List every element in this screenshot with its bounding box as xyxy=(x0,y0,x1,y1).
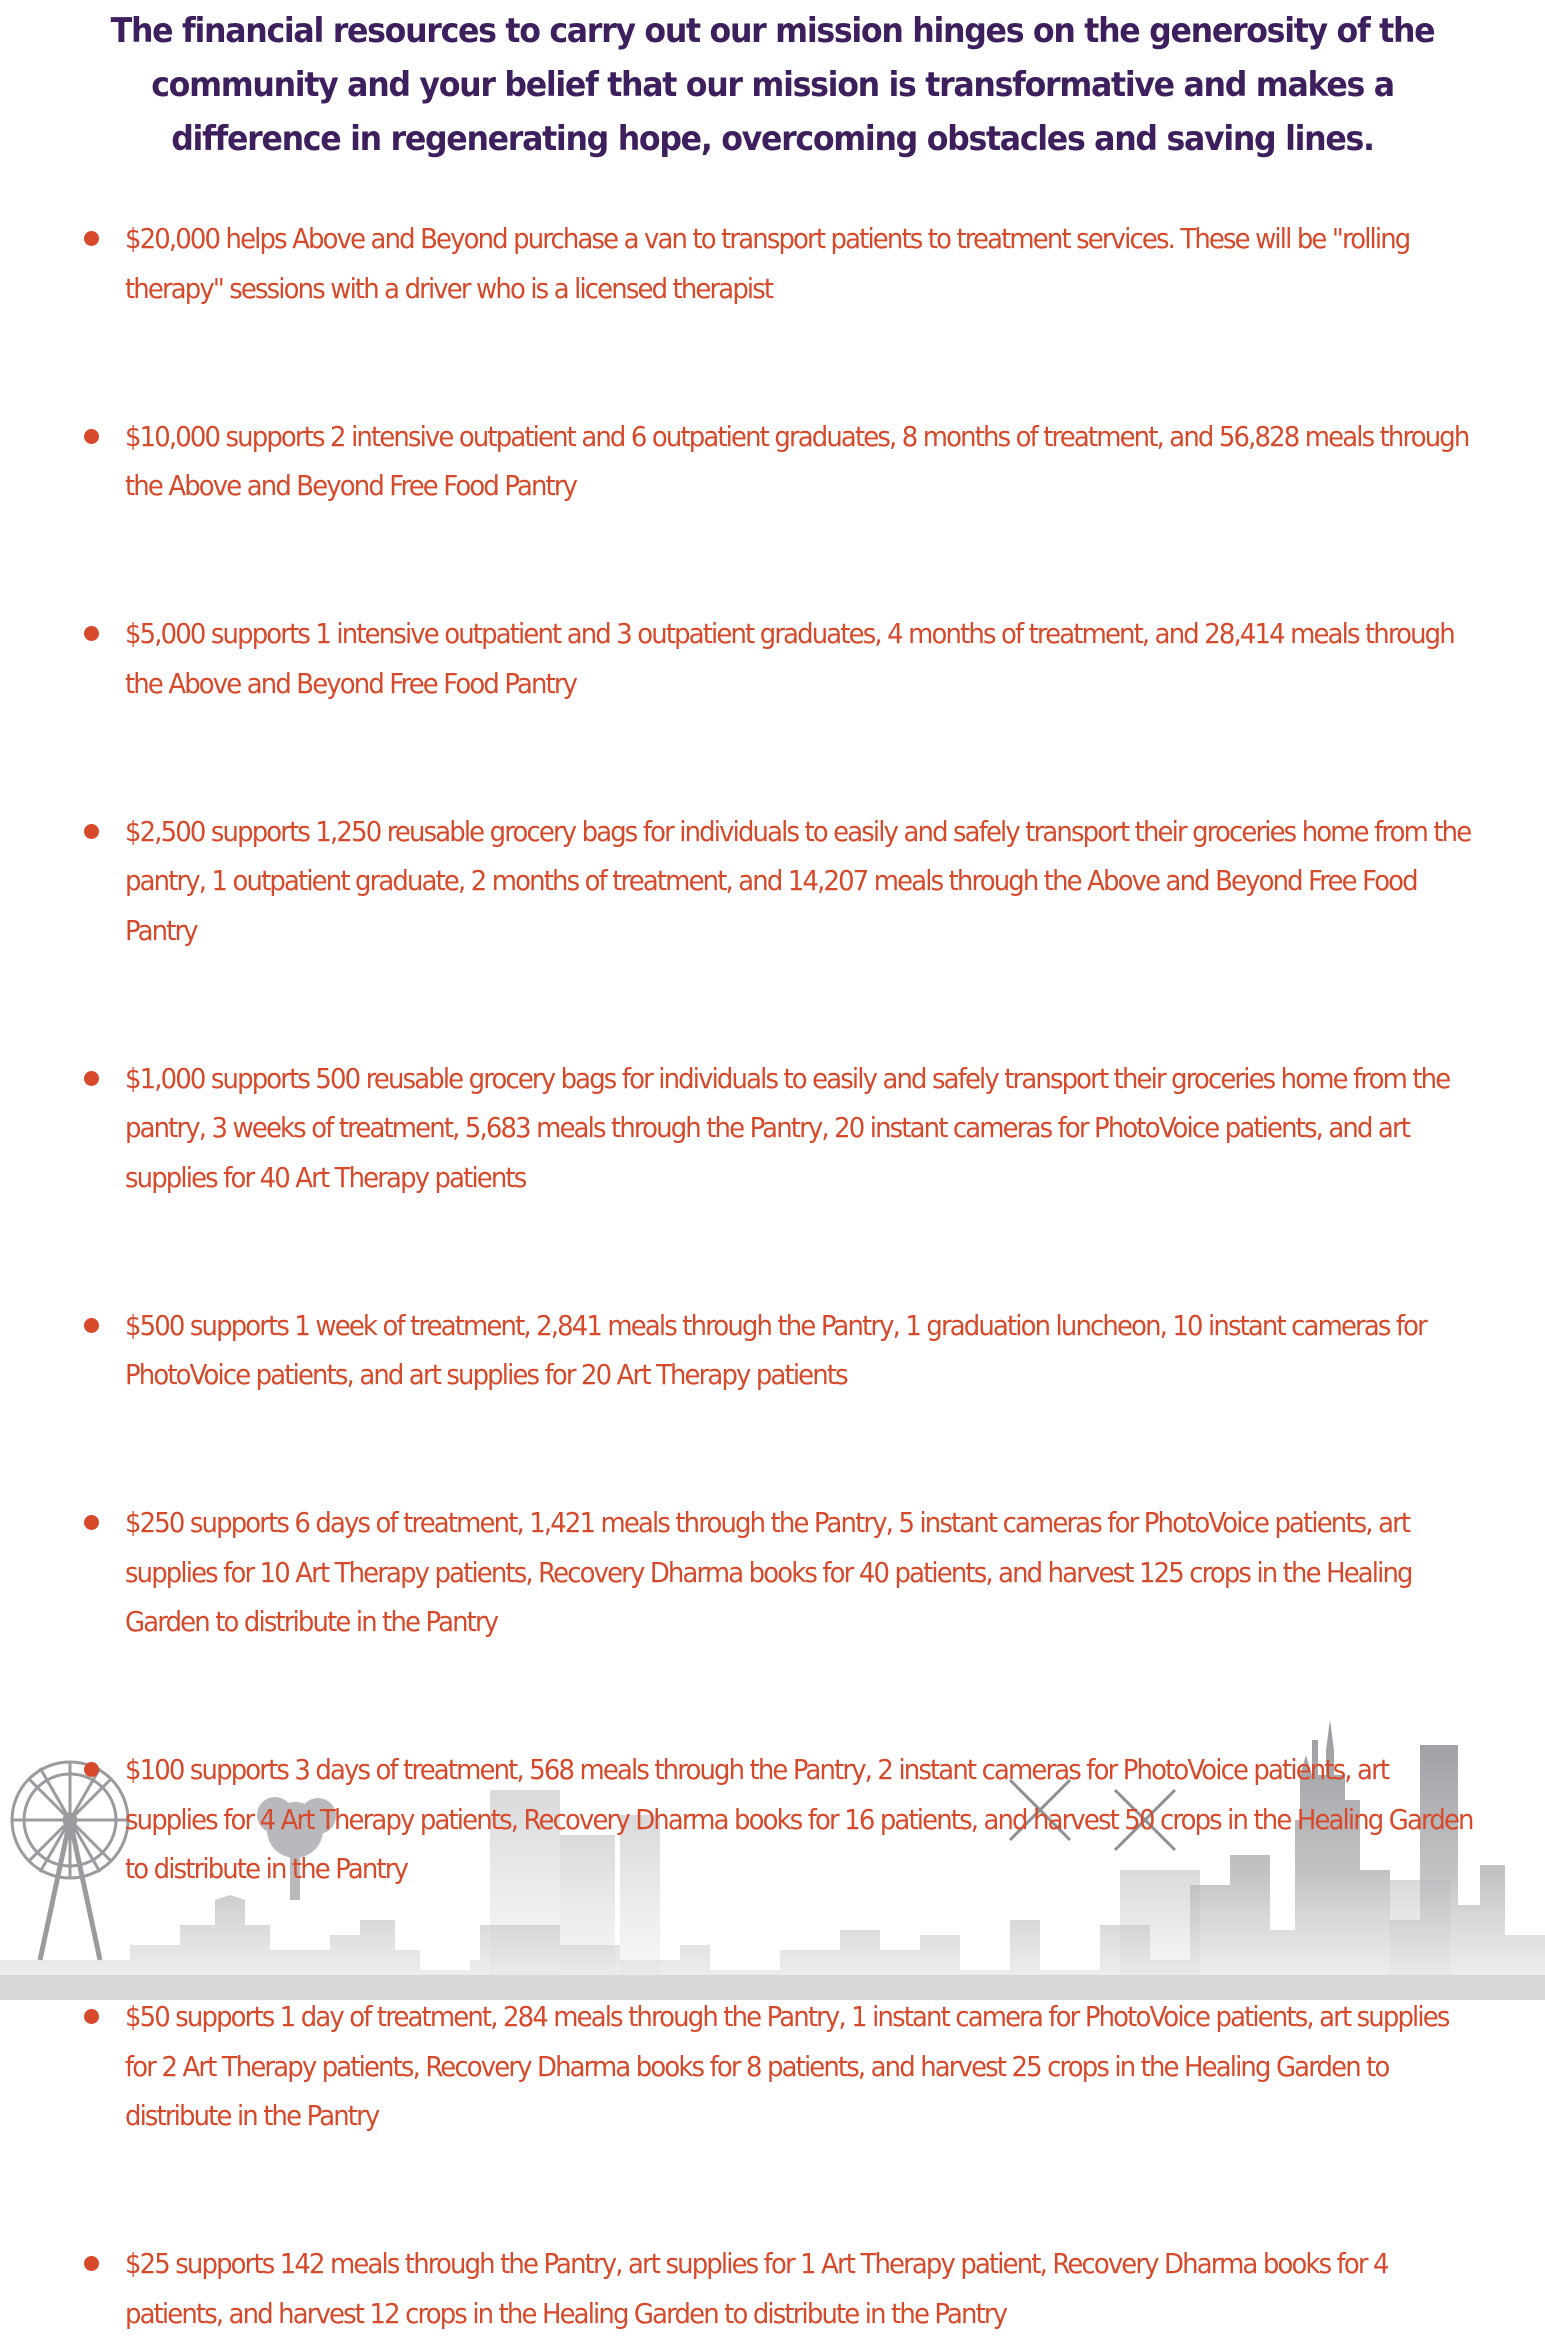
list-item xyxy=(80,2239,1490,2338)
giving-level-text: $10,000 supports 2 intensive outpatient and 6 outpatient graduates, 8 months of treatment, and 56,828 meals through the Above and Beyond Free Food Pantry xyxy=(125,419,1469,502)
list-item xyxy=(80,412,1490,511)
bullet-icon xyxy=(84,231,99,246)
giving-level-text: $2,500 supports 1,250 reusable grocery bags for individuals to easily and safely transport their groceries home from the pantry, 1 outpatient graduate, 2 months of treatment, and 14,207 meals through the Above and Beyond Free Food Pantry xyxy=(125,814,1471,947)
giving-level-text: $20,000 helps Above and Beyond purchase a van to transport patients to treatment services. These will be "rolling therapy" sessions with a driver who is a licensed therapist xyxy=(125,222,1410,305)
list-item xyxy=(80,214,1490,313)
bullet-icon xyxy=(84,2009,99,2024)
giving-level-text: $25 supports 142 meals through the Pantry, art supplies for 1 Art Therapy patient, Recovery Dharma books for 4 patients, and harvest 12 crops in the Healing Garden to distribute in the Pantry xyxy=(125,2247,1388,2330)
giving-level-text: $5,000 supports 1 intensive outpatient and 3 outpatient graduates, 4 months of treatment, and 28,414 meals through the Above and Beyond Free Food Pantry xyxy=(125,617,1454,700)
list-item xyxy=(80,609,1490,708)
giving-level-text: $1,000 supports 500 reusable grocery bags for individuals to easily and safely transport their groceries home from the pantry, 3 weeks of treatment, 5,683 meals through the Pantry, 20 instant cameras for PhotoVoice patients, and art supplies for 40 Art Therapy patients xyxy=(125,1061,1450,1194)
list-item xyxy=(80,807,1490,956)
giving-level-text: $500 supports 1 week of treatment, 2,841 meals through the Pantry, 1 graduation luncheon, 10 instant cameras for PhotoVoice patients, and art supplies for 20 Art Therapy patients xyxy=(125,1308,1426,1391)
list-item xyxy=(80,1054,1490,1203)
giving-level-text: $50 supports 1 day of treatment, 284 meals through the Pantry, 1 instant camera for PhotoVoice patients, art supplies for 2 Art Therapy patients, Recovery Dharma books for 8 patients, and harvest 25 crops in the Healing Garden to distribute in the Pantry xyxy=(125,2000,1449,2132)
bullet-icon xyxy=(84,1318,99,1333)
bullet-icon xyxy=(84,429,99,444)
giving-level-text: $100 supports 3 days of treatment, 568 meals through the Pantry, 2 instant cameras for PhotoVoice patients, art supplies for 4 Art Therapy patients, Recovery Dharma books for 16 patients, and harvest 50 crops in the Healing Garden to distribute in the Pantry xyxy=(125,1753,1473,1885)
list-item xyxy=(80,1301,1490,1400)
bullet-icon xyxy=(84,1071,99,1086)
list-item xyxy=(80,1745,1490,1894)
page-headline: The financial resources to carry out our mission hinges on the generosity of the community and your belief that our mission is transformative and makes a difference in regenerating hope, overcoming obstacles and saving lines. xyxy=(110,11,1435,159)
giving-level-text: $250 supports 6 days of treatment, 1,421 meals through the Pantry, 5 instant cameras for PhotoVoice patients, art supplies for 10 Art Therapy patients, Recovery Dharma books for 40 patients, and harvest 125 crops in the Healing Garden to distribute in the Pantry xyxy=(125,1506,1412,1638)
bullet-icon xyxy=(84,1762,99,1777)
giving-levels-list xyxy=(80,214,1490,2338)
bullet-icon xyxy=(84,1515,99,1530)
list-item xyxy=(80,1992,1490,2141)
bullet-icon xyxy=(84,626,99,641)
bullet-icon xyxy=(84,2256,99,2271)
list-item xyxy=(80,1498,1490,1647)
bullet-icon xyxy=(84,824,99,839)
